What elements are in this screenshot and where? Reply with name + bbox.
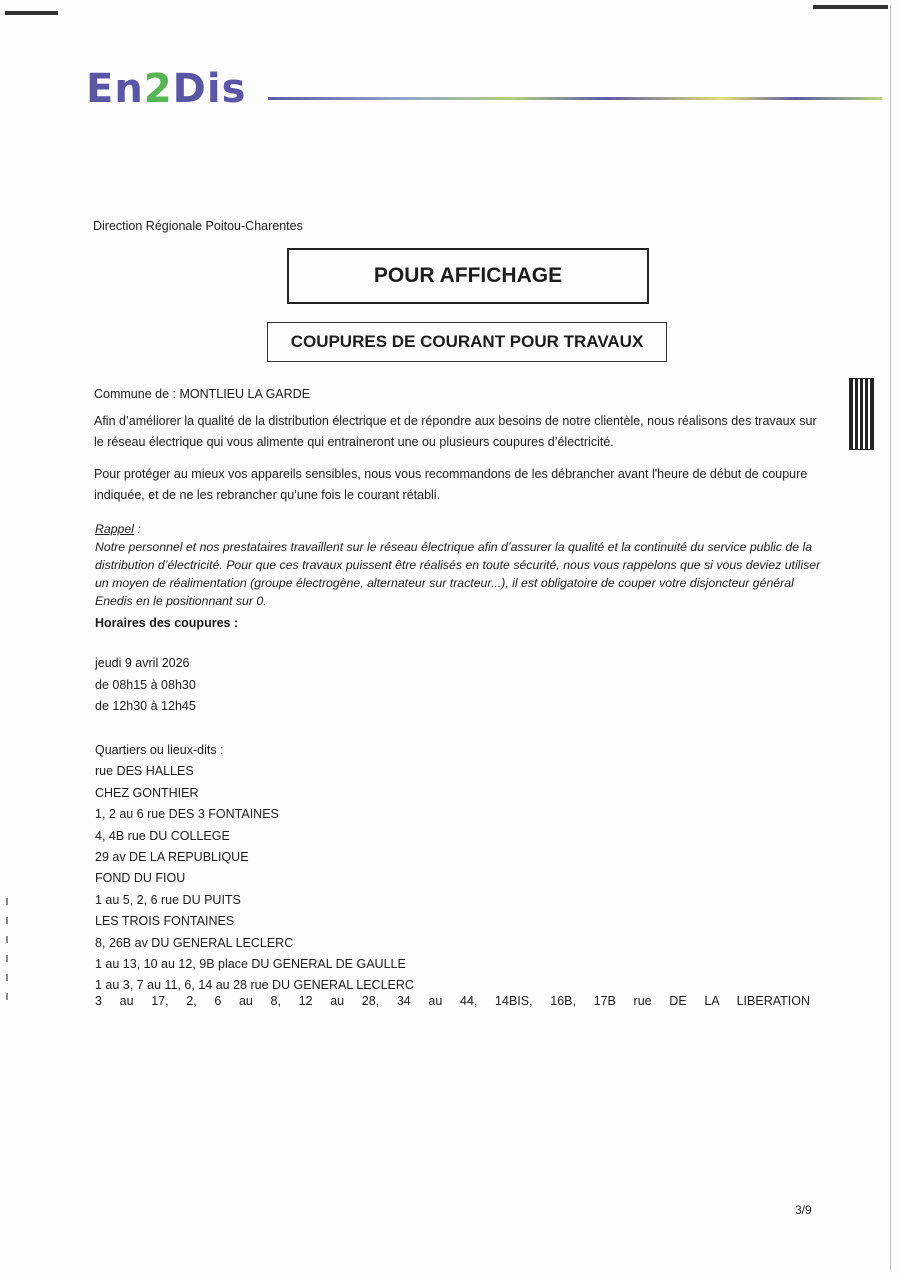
quartier-item: 1 au 3, 7 au 11, 6, 14 au 28 rue DU GENERAL LECLERC bbox=[95, 978, 414, 993]
scan-edge bbox=[890, 5, 891, 1270]
coupures-box bbox=[267, 322, 667, 362]
intro-paragraph: Afin d’améliorer la qualité de la distribution électrique et de répondre aux besoins de notre clientèle, nous réalisons des travaux sur le réseau électrique qui vous alimente qui entraineront une ou plusieurs coupures d’électricité. bbox=[94, 414, 817, 449]
schedule-slot: de 08h15 à 08h30 bbox=[95, 677, 196, 692]
coupures-title: COUPURES DE COURANT POUR TRAVAUX bbox=[290, 332, 644, 351]
horaires-heading: Horaires des coupures : bbox=[95, 616, 239, 630]
region-label: Direction Régionale Poitou-Charentes bbox=[93, 219, 303, 233]
margin-tick bbox=[6, 917, 8, 924]
quartier-item: rue DES HALLES bbox=[95, 764, 194, 779]
quartier-item: LES TROIS FONTAINES bbox=[95, 914, 235, 929]
quartiers-heading: Quartiers ou lieux-dits : bbox=[95, 743, 224, 757]
commune-line: Commune de : MONTLIEU LA GARDE bbox=[94, 387, 311, 401]
margin-tick bbox=[6, 955, 8, 962]
logo-text-b: 2 bbox=[143, 66, 173, 112]
header-rule bbox=[268, 97, 882, 100]
quartier-item: 29 av DE LA REPUBLIQUE bbox=[95, 850, 249, 865]
quartiers-block bbox=[95, 740, 414, 997]
page-number: 3/9 bbox=[795, 1203, 812, 1217]
schedule-slot: de 12h30 à 12h45 bbox=[95, 699, 196, 713]
scan-corner-mark-left bbox=[5, 11, 58, 15]
pour-affichage-title: POUR AFFICHAGE bbox=[373, 264, 563, 287]
enedis-logo bbox=[86, 66, 246, 112]
advice-paragraph: Pour protéger au mieux vos appareils sensibles, nous vous recommandons de les débrancher avant l'heure de début de coupure indiquée, et de ne les rebrancher qu’une fois le courant rétabli. bbox=[94, 467, 808, 502]
rappel-label: Rappel bbox=[95, 522, 134, 536]
quartier-item: CHEZ GONTHIER bbox=[95, 785, 199, 800]
schedule-date: jeudi 9 avril 2026 bbox=[95, 656, 190, 670]
margin-tick bbox=[6, 898, 8, 905]
logo-text-a: En bbox=[86, 66, 144, 112]
logo-text-c: Dis bbox=[172, 66, 247, 112]
margin-tick bbox=[6, 993, 8, 1000]
margin-tick bbox=[6, 974, 8, 981]
quartier-item: FOND DU FIOU bbox=[95, 871, 186, 886]
quartier-item: 4, 4B rue DU COLLEGE bbox=[95, 828, 230, 843]
scan-corner-mark-right bbox=[813, 5, 888, 9]
datamatrix-code bbox=[850, 379, 873, 449]
quartier-item: 1 au 13, 10 au 12, 9B place DU GENERAL DE GAULLE bbox=[95, 957, 406, 972]
rappel-colon: : bbox=[133, 522, 141, 536]
quartier-item-last: 3 au 17, 2, 6 au 8, 12 au 28, 34 au 44, 14BIS, 16B, 17B rue DE LA LIBERATION bbox=[95, 994, 810, 1008]
rappel-text: Notre personnel et nos prestataires travaillent sur le réseau électrique afin d’assurer la qualité et la continuité du service public de la distribution d’électricité. Pour que ces travaux puissent être réalisés en toute sécurité, nous vous rappelons que si vous deviez utiliser un moyen de réalimentation (groupe électrogène, alternateur sur tracteur...), il est obligatoire de couper votre disjoncteur général Enedis en le positionnant sur 0. bbox=[95, 540, 821, 608]
pour-affichage-box bbox=[287, 248, 649, 304]
rappel-block bbox=[95, 520, 825, 610]
schedule-block bbox=[95, 653, 196, 718]
margin-scan-marks bbox=[5, 898, 9, 1038]
rappel-heading bbox=[95, 520, 825, 538]
quartier-item: 8, 26B av DU GENERAL LECLERC bbox=[95, 935, 294, 950]
margin-tick bbox=[6, 936, 8, 943]
quartier-item: 1 au 5, 2, 6 rue DU PUITS bbox=[95, 892, 241, 907]
quartier-item: 1, 2 au 6 rue DES 3 FONTAINES bbox=[95, 807, 279, 822]
